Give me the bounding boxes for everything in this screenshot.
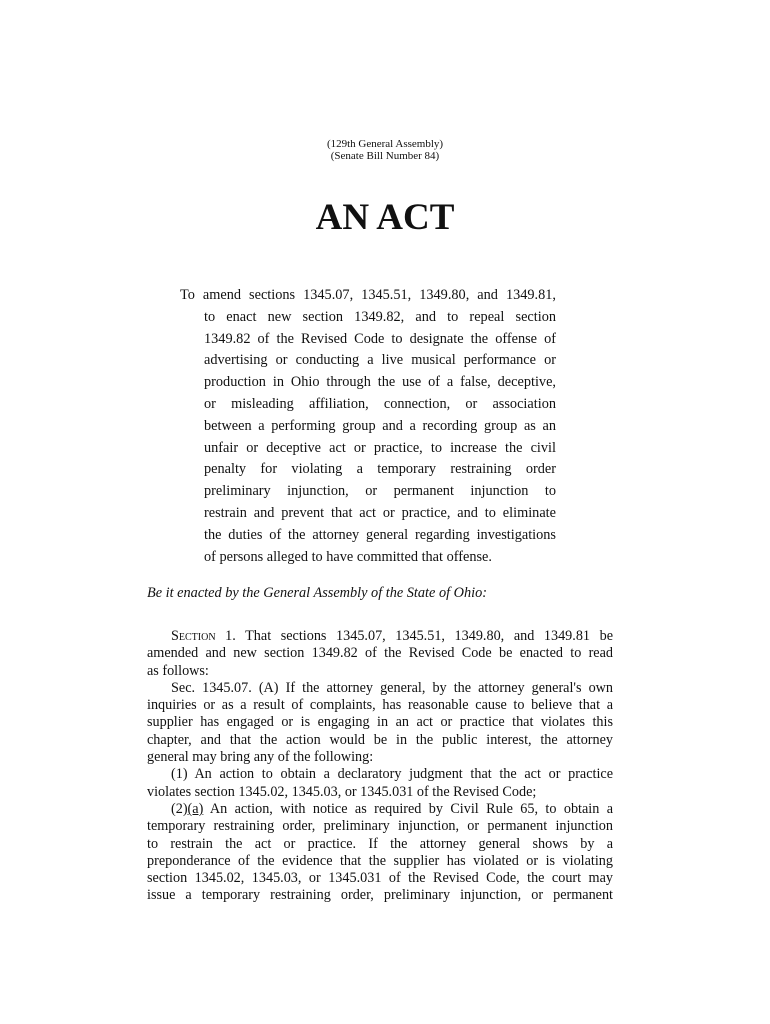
purpose-line: to enact new section 1349.82, and to repeal section: [204, 308, 556, 325]
purpose-clause: [180, 285, 556, 568]
sec-1345-07-line: inquiries or as a result of complaints, has reasonable cause to believe that a: [147, 697, 613, 714]
purpose-line: restrain and prevent that act or practice, and to eliminate: [204, 504, 556, 521]
purpose-line: the duties of the attorney general regarding investigations: [204, 526, 556, 543]
senate-bill-line: (Senate Bill Number 84): [330, 150, 440, 162]
purpose-line: preliminary injunction, or permanent injunction to: [204, 483, 556, 500]
item-2-line: issue a temporary restraining order, preliminary injunction, or permanent: [147, 887, 613, 904]
sec-1345-07-line: supplier has engaged or is engaging in an act or practice that violates this: [147, 714, 613, 731]
section-1-text: 1. That sections 1345.07, 1345.51, 1349.80, and 1349.81 be: [215, 628, 613, 644]
item-2-inserted-text: (a): [187, 800, 204, 817]
purpose-line: or misleading affiliation, connection, or association: [204, 395, 556, 412]
sec-1345-07-line: Sec. 1345.07. (A) If the attorney general, by the attorney general's own: [171, 679, 613, 696]
purpose-line: of persons alleged to have committed that offense.: [204, 548, 492, 565]
item-2-prefix: (2): [171, 800, 188, 817]
purpose-line: unfair or deceptive act or practice, to increase the civil: [204, 439, 556, 456]
purpose-line: production in Ohio through the use of a false, deceptive,: [204, 374, 556, 391]
item-2-line: preponderance of the evidence that the supplier has violated or is violating: [147, 852, 613, 869]
section-1-line: as follows:: [147, 662, 209, 679]
item-2-line: section 1345.02, 1345.03, or 1345.031 of the Revised Code, the court may: [147, 870, 613, 887]
act-title: AN ACT: [315, 197, 455, 238]
item-1-line: (1) An action to obtain a declaratory judgment that the act or practice: [171, 766, 613, 783]
general-assembly-line: (129th General Assembly): [326, 138, 444, 150]
sec-1345-07-line: general may bring any of the following:: [147, 749, 374, 766]
bill-body: [147, 628, 613, 905]
item-1-line: violates section 1345.02, 1345.03, or 1345.031 of the Revised Code;: [147, 783, 537, 800]
purpose-line: advertising or conducting a live musical performance or: [204, 352, 556, 369]
purpose-line: penalty for violating a temporary restraining order: [204, 461, 556, 478]
section-1-line: [147, 628, 613, 645]
item-2-text: An action, with notice as required by Civil Rule 65, to obtain a: [203, 800, 613, 817]
section-1-line: amended and new section 1349.82 of the Revised Code be enacted to read: [147, 645, 613, 662]
purpose-line: 1349.82 of the Revised Code to designate the offense of: [204, 330, 556, 347]
item-2-line: temporary restraining order, preliminary injunction, or permanent injunction: [147, 818, 613, 835]
enacting-clause: Be it enacted by the General Assembly of the State of Ohio:: [147, 585, 487, 601]
purpose-line: between a performing group and a recording group as an: [204, 417, 556, 434]
sec-1345-07-line: chapter, and that the action would be in the public interest, the attorney: [147, 731, 613, 748]
purpose-line: To amend sections 1345.07, 1345.51, 1349.80, and 1349.81,: [180, 287, 556, 303]
section-label: Section: [171, 628, 216, 644]
item-2-line: to restrain the act or practice. If the attorney general shows by a: [147, 835, 613, 852]
item-2-line: [147, 801, 613, 818]
